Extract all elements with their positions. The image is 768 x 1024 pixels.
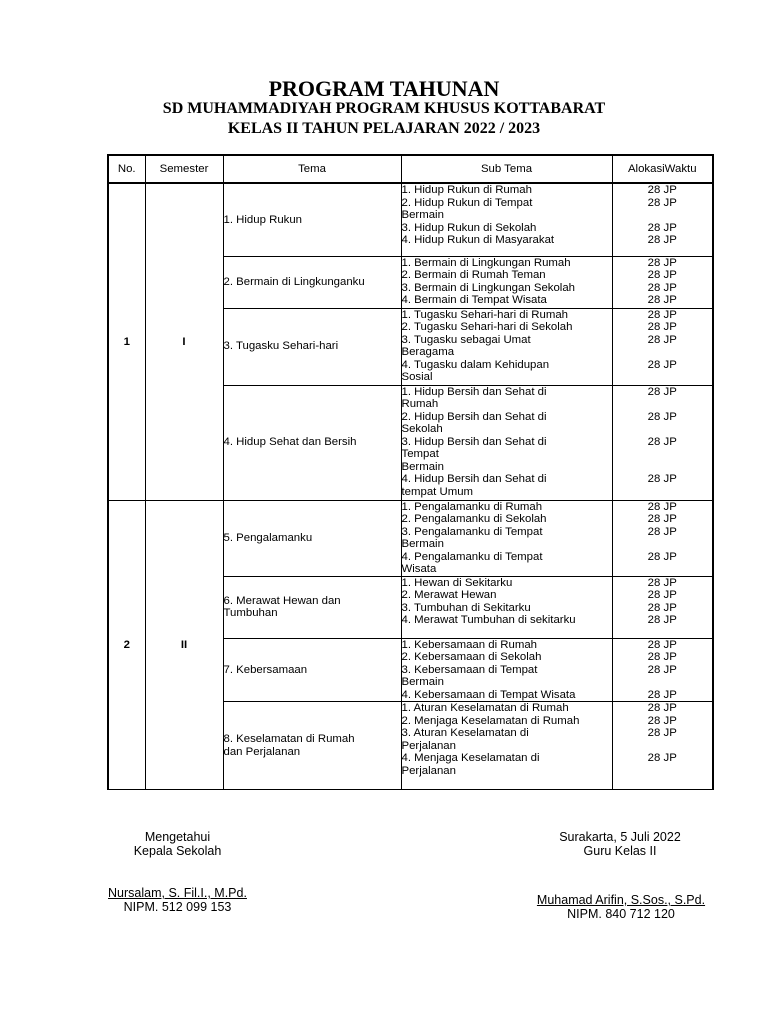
subtema-item: 3. Kebersamaan di Tempat Bermain: [401, 663, 538, 688]
cell-tema: [223, 500, 401, 576]
program-table: [107, 154, 714, 790]
signature-right-name-block: [530, 893, 712, 921]
cell-no: 1: [108, 183, 145, 500]
cell-subtema: [401, 385, 612, 500]
sig-left-nipm: NIPM. 512 099 153: [123, 900, 232, 914]
tema-label: 6. Merawat Hewan dan Tumbuhan: [223, 594, 341, 619]
alokasi-item: 28 JP: [647, 294, 677, 306]
cell-tema: [223, 385, 401, 500]
subtema-item: 1. Hidup Rukun di Rumah: [401, 184, 532, 196]
subtema-item: 2. Menjaga Keselamatan di Rumah: [401, 714, 580, 727]
subtema-item: 1. Tugasku Sehari-hari di Rumah: [401, 308, 569, 321]
subtema-item: 1. Aturan Keselamatan di Rumah: [401, 702, 569, 714]
alokasi-item: 28 JP: [647, 525, 677, 538]
alokasi-item: 28 JP: [647, 714, 677, 727]
cell-subtema: [401, 256, 612, 308]
cell-tema: [223, 308, 401, 385]
cell-semester: II: [145, 500, 223, 790]
alokasi-item: 28 JP: [647, 576, 677, 589]
alokasi-item: 28 JP: [647, 234, 677, 246]
col-header-alokasi: AlokasiWaktu: [612, 155, 713, 183]
sig-left-line1: Mengetahui: [144, 830, 211, 844]
cell-subtema: [401, 702, 612, 790]
cell-tema: [223, 576, 401, 638]
sig-right-name: Muhamad Arifin, S.Sos., S.Pd.: [536, 893, 706, 907]
alokasi-item: 28 JP: [647, 473, 677, 485]
alokasi-item: 28 JP: [647, 614, 677, 626]
sig-right-line2: Guru Kelas II: [583, 844, 657, 858]
sig-left-name: Nursalam, S. Fil.I., M.Pd.: [108, 886, 247, 900]
alokasi-item: 28 JP: [647, 221, 677, 234]
alokasi-item: 28 JP: [647, 256, 677, 269]
signature-left-name-block: [105, 886, 250, 914]
col-header-subtema: Sub Tema: [401, 155, 612, 183]
subtema-item: 1. Hidup Bersih dan Sehat di Rumah: [401, 385, 547, 410]
cell-no: 2: [108, 500, 145, 790]
alokasi-item: 28 JP: [647, 358, 677, 371]
alokasi-item: 28 JP: [647, 589, 677, 601]
cell-subtema: [401, 638, 612, 702]
alokasi-item: 28 JP: [647, 281, 677, 294]
cell-subtema: [401, 308, 612, 385]
school-name: SD MUHAMMADIYAH PROGRAM KHUSUS KOTTABARAT: [162, 100, 606, 117]
cell-subtema: [401, 576, 612, 638]
cell-alokasi: [612, 500, 713, 576]
sig-right-line1: Surakarta, 5 Juli 2022: [559, 830, 681, 844]
cell-subtema: [401, 183, 612, 256]
signature-left: [110, 830, 245, 858]
alokasi-item: 28 JP: [647, 550, 677, 563]
subtema-item: 4. Hidup Rukun di Masyarakat: [401, 234, 555, 246]
sig-left-line2: Kepala Sekolah: [133, 844, 222, 858]
subtema-item: 3. Hidup Rukun di Sekolah: [401, 221, 537, 234]
cell-tema: [223, 183, 401, 256]
col-header-tema: Tema: [223, 155, 401, 183]
subtema-item: 4. Tugasku dalam Kehidupan Sosial: [401, 358, 550, 383]
tema-label: 2. Bermain di Lingkunganku: [223, 275, 365, 288]
subtema-item: 4. Kebersamaan di Tempat Wisata: [401, 688, 576, 701]
cell-subtema: [401, 500, 612, 576]
subtema-item: 2. Tugasku Sehari-hari di Sekolah: [401, 321, 573, 333]
subtema-item: 3. Bermain di Lingkungan Sekolah: [401, 281, 576, 294]
sig-right-nipm: NIPM. 840 712 120: [567, 907, 675, 921]
class-year: KELAS II TAHUN PELAJARAN 2022 / 2023: [227, 120, 541, 137]
alokasi-item: 28 JP: [647, 752, 677, 764]
tema-label: 5. Pengalamanku: [223, 531, 313, 544]
alokasi-item: 28 JP: [647, 385, 677, 398]
tema-label: 1. Hidup Rukun: [223, 213, 303, 226]
tema-label: 4. Hidup Sehat dan Bersih: [223, 436, 357, 449]
subtema-item: 2. Bermain di Rumah Teman: [401, 269, 546, 281]
alokasi-item: 28 JP: [647, 410, 677, 423]
alokasi-item: 28 JP: [647, 196, 677, 209]
subtema-item: 2. Pengalamanku di Sekolah: [401, 513, 547, 525]
subtema-item: 4. Merawat Tumbuhan di sekitarku: [401, 614, 576, 626]
signature-right: [545, 830, 695, 858]
tema-label: 3. Tugasku Sehari-hari: [223, 340, 339, 353]
alokasi-item: 28 JP: [647, 688, 677, 701]
subtema-item: 4. Pengalamanku di Tempat Wisata: [401, 550, 543, 575]
subtema-item: 3. Aturan Keselamatan di Perjalanan: [401, 727, 529, 752]
cell-alokasi: [612, 183, 713, 256]
alokasi-item: 28 JP: [647, 321, 677, 333]
cell-alokasi: [612, 638, 713, 702]
tema-label: 8. Keselamatan di Rumah dan Perjalanan: [223, 733, 355, 758]
subtema-item: 4. Hidup Bersih dan Sehat di tempat Umum: [401, 473, 547, 498]
subtema-item: 1. Hewan di Sekitarku: [401, 576, 513, 589]
alokasi-item: 28 JP: [647, 513, 677, 525]
alokasi-item: 28 JP: [647, 435, 677, 448]
col-header-no: No.: [108, 155, 145, 183]
alokasi-item: 28 JP: [647, 500, 677, 513]
tema-label: 7. Kebersamaan: [223, 663, 308, 676]
cell-alokasi: [612, 256, 713, 308]
cell-alokasi: [612, 385, 713, 500]
cell-alokasi: [612, 702, 713, 790]
subtema-item: 4. Bermain di Tempat Wisata: [401, 294, 547, 306]
subtema-item: 2. Merawat Hewan: [401, 589, 497, 601]
subtema-item: 1. Bermain di Lingkungan Rumah: [401, 256, 571, 269]
alokasi-item: 28 JP: [647, 638, 677, 651]
alokasi-item: 28 JP: [647, 269, 677, 281]
cell-alokasi: [612, 308, 713, 385]
table-row: [108, 183, 713, 256]
alokasi-item: 28 JP: [647, 651, 677, 663]
subtema-item: 3. Tumbuhan di Sekitarku: [401, 601, 531, 614]
subtema-item: 2. Hidup Bersih dan Sehat di Sekolah: [401, 410, 547, 435]
cell-alokasi: [612, 576, 713, 638]
alokasi-item: 28 JP: [647, 184, 677, 196]
subtema-item: 3. Tugasku sebagai Umat Beragama: [401, 333, 531, 358]
subtema-item: 1. Pengalamanku di Rumah: [401, 500, 543, 513]
subtema-item: 1. Kebersamaan di Rumah: [401, 638, 537, 651]
cell-tema: [223, 702, 401, 790]
table-body: [108, 183, 713, 790]
alokasi-item: 28 JP: [647, 333, 677, 346]
document-title: PROGRAM TAHUNAN: [268, 76, 500, 101]
table-row: [108, 500, 713, 576]
col-header-semester: Semester: [145, 155, 223, 183]
alokasi-item: 28 JP: [647, 663, 677, 676]
subtema-item: 2. Hidup Rukun di Tempat Bermain: [401, 196, 533, 221]
cell-semester: I: [145, 183, 223, 500]
subtema-item: 4. Menjaga Keselamatan di Perjalanan: [401, 752, 540, 777]
subtema-item: 2. Kebersamaan di Sekolah: [401, 651, 542, 663]
cell-tema: [223, 256, 401, 308]
subtema-item: 3. Hidup Bersih dan Sehat di Tempat Bermain: [401, 435, 547, 473]
alokasi-item: 28 JP: [647, 702, 677, 714]
subtema-item: 3. Pengalamanku di Tempat Bermain: [401, 525, 543, 550]
alokasi-item: 28 JP: [647, 727, 677, 739]
alokasi-item: 28 JP: [647, 601, 677, 614]
alokasi-item: 28 JP: [647, 308, 677, 321]
table-header-row: [108, 155, 713, 183]
cell-tema: [223, 638, 401, 702]
